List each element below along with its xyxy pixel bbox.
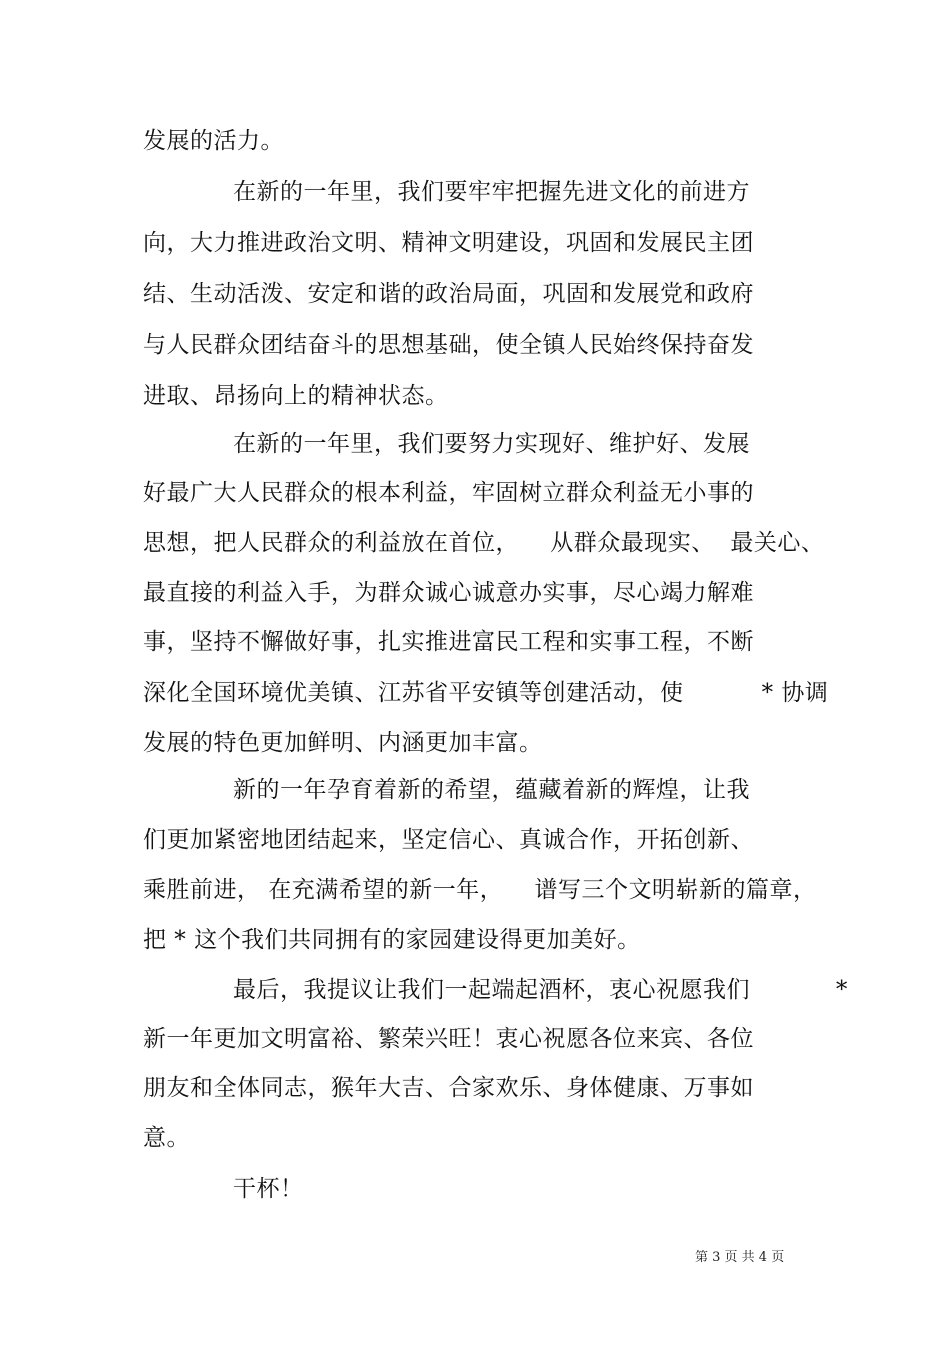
paragraph-line: 与人民群众团结奋斗的思想基础，使全镇人民始终保持奋发: [143, 332, 754, 358]
paragraph-line: 最直接的利益入手，为群众诚心诚意办实事，尽心竭力解难: [143, 580, 754, 606]
paragraph-line: 乘胜前进， 在充满希望的新一年， 谱写三个文明崭新的篇章，: [143, 877, 817, 903]
paragraph-line: 新的一年孕育着新的希望，蕴藏着新的辉煌，让我: [233, 777, 750, 803]
paragraph-line: 深化全国环境优美镇、江苏省平安镇等创建活动，使 * 协调: [143, 680, 829, 706]
paragraph-line: 事，坚持不懈做好事，扎实推进富民工程和实事工程，不断: [143, 629, 754, 655]
paragraph-line: 向，大力推进政治文明、精神文明建设，巩固和发展民主团: [143, 230, 754, 256]
paragraph-line: 最后，我提议让我们一起端起酒杯，衷心祝愿我们 *: [233, 977, 848, 1003]
paragraph-line: 朋友和全体同志，猴年大吉、合家欢乐、身体健康、万事如: [143, 1075, 754, 1101]
paragraph-line: 在新的一年里，我们要牢牢把握先进文化的前进方: [233, 179, 750, 205]
paragraph-line: 进取、昂扬向上的精神状态。: [143, 383, 449, 409]
paragraph-line: 发展的特色更加鲜明、内涵更加丰富。: [143, 730, 543, 756]
paragraph-line: 思想，把人民群众的利益放在首位， 从群众最现实、 最关心、: [143, 530, 825, 556]
paragraph-line: 新一年更加文明富裕、繁荣兴旺！衷心祝愿各位来宾、各位: [143, 1026, 754, 1052]
paragraph-line: 把 * 这个我们共同拥有的家园建设得更加美好。: [143, 927, 641, 953]
paragraph-line: 干杯！: [233, 1176, 304, 1202]
paragraph-line: 们更加紧密地团结起来，坚定信心、真诚合作，开拓创新、: [143, 827, 754, 853]
paragraph-line: 意。: [143, 1125, 190, 1151]
paragraph-line: 好最广大人民群众的根本利益，牢固树立群众利益无小事的: [143, 480, 754, 506]
paragraph-line: 发展的活力。: [143, 128, 284, 154]
page-number-footer: 第 3 页 共 4 页: [695, 1250, 785, 1265]
paragraph-line: 结、生动活泼、安定和谐的政治局面，巩固和发展党和政府: [143, 281, 754, 307]
paragraph-line: 在新的一年里，我们要努力实现好、维护好、发展: [233, 431, 750, 457]
